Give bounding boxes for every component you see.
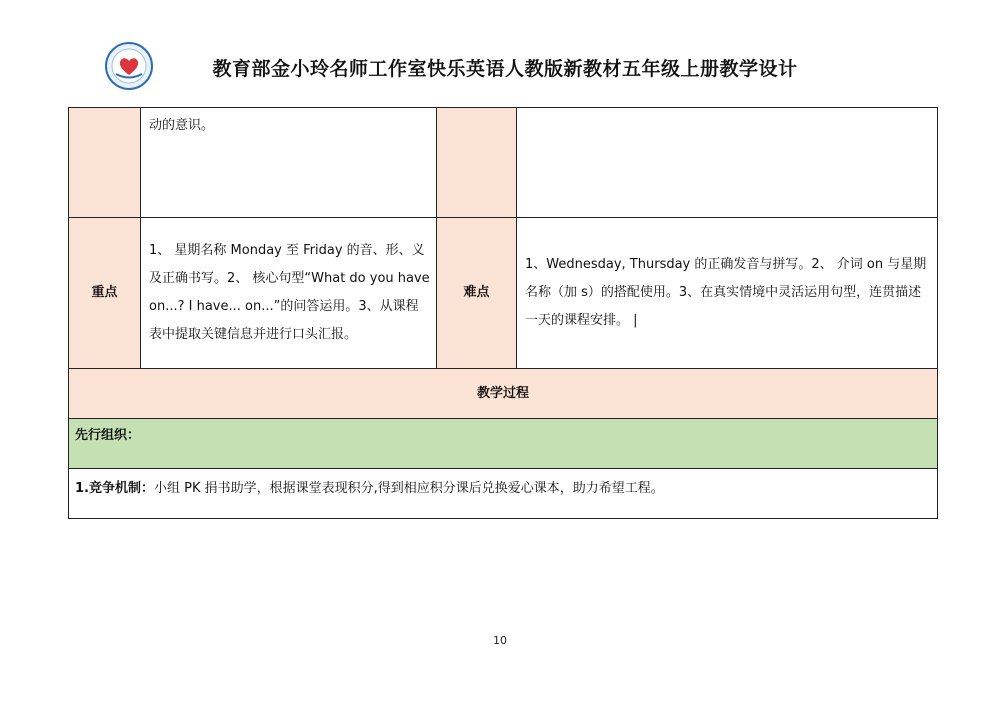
table-row xyxy=(69,218,938,369)
mechanism-lead: 1.竞争机制： xyxy=(75,481,154,496)
lesson-design-table xyxy=(68,107,938,519)
table-row xyxy=(69,369,938,419)
document-title: 教育部金小玲名师工作室快乐英语人教版新教材五年级上册教学设计 xyxy=(212,58,798,80)
table-row xyxy=(69,419,938,469)
process-title: 教学过程 xyxy=(69,369,938,419)
competition-mechanism-cell xyxy=(69,469,938,519)
table-row xyxy=(69,108,938,218)
mechanism-text: 小组 PK 捐书助学，根据课堂表现积分,得到相应积分课后兑换爱心课本，助力希望工程。 xyxy=(153,481,664,496)
page-number: 10 xyxy=(493,634,507,647)
studio-logo xyxy=(104,41,154,91)
heart-emblem-icon xyxy=(104,41,154,91)
label-cell-empty xyxy=(69,108,141,218)
empty-cell xyxy=(517,108,938,218)
difficulty-label: 难点 xyxy=(437,218,517,369)
objective-continuation-cell: 动的意识。 xyxy=(141,108,437,218)
table-row xyxy=(69,469,938,519)
key-points-text: 1、 星期名称 Monday 至 Friday 的音、形、义及正确书写。2、 核心句型“What do you have on...? I have... on...”的问答运用。3、从课程表中提取关键信息并进行口头汇报。 xyxy=(141,218,437,369)
difficulty-text: 1、Wednesday, Thursday 的正确发音与拼写。2、 介词 on 与星期名称（加 s）的搭配使用。3、在真实情境中灵活运用句型，连贯描述一天的课程安排。 | xyxy=(517,218,938,369)
label-cell-empty xyxy=(437,108,517,218)
key-points-label: 重点 xyxy=(69,218,141,369)
advance-organizer-label: 先行组织： xyxy=(69,419,938,469)
